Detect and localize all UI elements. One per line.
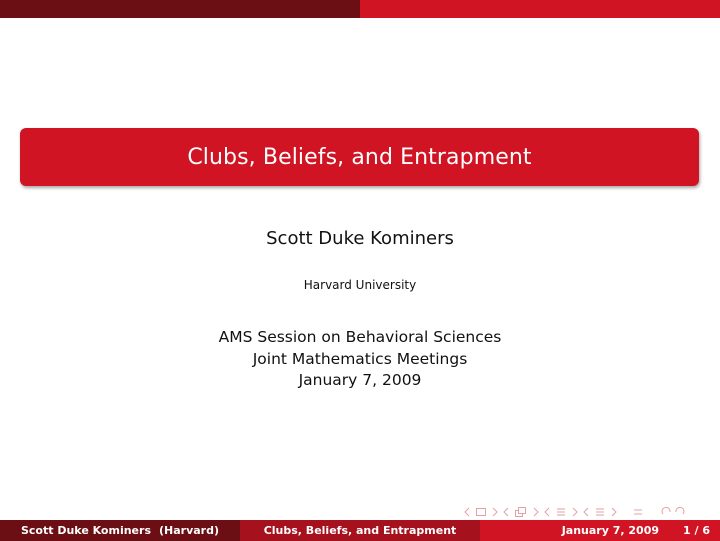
footer-title (240, 520, 480, 541)
section-icon[interactable] (555, 506, 567, 518)
nav-arrow-right-icon[interactable] (533, 507, 539, 517)
search-undo-icon[interactable] (661, 506, 685, 518)
beamer-navigation (464, 505, 704, 519)
align-icon[interactable] (632, 506, 644, 518)
nav-arrow-left-icon[interactable] (544, 507, 550, 517)
footer-author-name: Scott Duke Kominers (20, 524, 151, 537)
nav-arrow-right-icon[interactable] (492, 507, 498, 517)
nav-arrow-left-icon[interactable] (583, 507, 589, 517)
frame-icon[interactable] (475, 506, 487, 518)
event-line: January 7, 2009 (298, 371, 422, 389)
section-icon[interactable] (594, 506, 606, 518)
footer-institute: (Harvard) (159, 524, 220, 537)
institute-name: Harvard University (303, 278, 417, 292)
nav-arrow-right-icon[interactable] (572, 507, 578, 517)
footer-title-text: Clubs, Beliefs, and Entrapment (263, 524, 457, 537)
slide-title: Clubs, Beliefs, and Entrapment (187, 144, 532, 170)
top-bar-left (0, 0, 360, 18)
nav-arrow-right-icon[interactable] (611, 507, 617, 517)
nav-arrow-left-icon[interactable] (503, 507, 509, 517)
footer-author (0, 520, 240, 541)
top-bar-right (360, 0, 720, 18)
event-block (0, 327, 720, 392)
footer (0, 520, 720, 541)
footer-date-page (480, 520, 720, 541)
author-name: Scott Duke Kominers (266, 228, 454, 249)
page-number: 1 / 6 (683, 524, 710, 537)
footer-date: January 7, 2009 (561, 524, 660, 537)
subsection-icon[interactable] (514, 506, 528, 518)
event-line: AMS Session on Behavioral Sciences (218, 328, 502, 346)
event-line: Joint Mathematics Meetings (252, 349, 468, 368)
nav-arrow-left-icon[interactable] (464, 507, 470, 517)
title-box (20, 128, 699, 186)
